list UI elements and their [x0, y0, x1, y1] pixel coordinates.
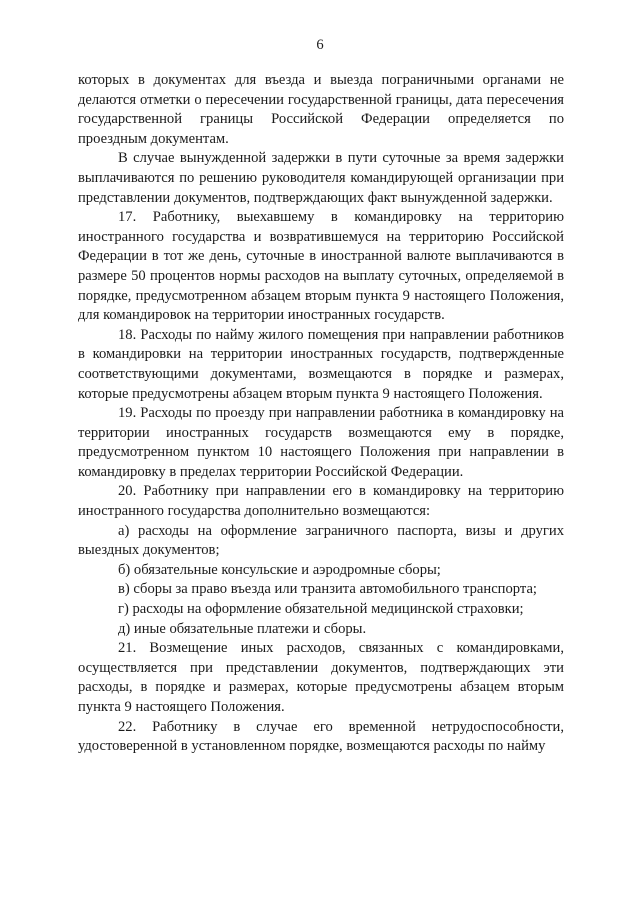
- paragraph-continuation: которых в документах для въезда и выезда пограничными органами не делаются отметки о пересечении государственной границы, дата пересечения государственной границы Российской Федерации определяется по проездным документам.: [78, 72, 564, 147]
- paragraph-item-17: 17. Работнику, выехавшему в командировку на территорию иностранного государства и возвратившемуся на территорию Российской Федерации в тот же день, суточные в иностранной валюте выплачиваются в размере 50 процентов нормы расходов на выплату суточных, определяемой в порядке, предусмотренном абзацем вторым пункта 9 настоящего Положения, для командировок на территории иностранных государств.: [78, 209, 564, 324]
- page-number: 6: [316, 37, 324, 53]
- paragraph-item-20: 20. Работнику при направлении его в командировку на территорию иностранного государства дополнительно возмещаются:: [78, 483, 564, 520]
- list-item-v: в) сборы за право въезда или транзита автомобильного транспорта;: [118, 581, 537, 598]
- list-item-d: д) иные обязательные платежи и сборы.: [118, 620, 367, 637]
- paragraph-item-22: 22. Работнику в случае его временной нетрудоспособности, удостоверенной в установленном порядке, возмещаются расходы по найму: [78, 718, 564, 755]
- list-item-g: г) расходы на оформление обязательной медицинской страховки;: [118, 601, 524, 618]
- document-body: [78, 71, 564, 757]
- paragraph-item-21: 21. Возмещение иных расходов, связанных с командировками, осуществляется при представлении документов, подтверждающих эти расходы, в порядке и размерах, которые предусмотрены абзацем вторым пункта 9 настоящего Положения.: [78, 640, 564, 715]
- paragraph-item-18: 18. Расходы по найму жилого помещения при направлении работников в командировки на территории иностранных государств, подтвержденные соответствующими документами, возмещаются в порядке и размерах, которые предусмотрены абзацем вторым пункта 9 настоящего Положения.: [78, 326, 564, 402]
- list-item-a: а) расходы на оформление заграничного паспорта, визы и других выездных документов;: [78, 522, 564, 559]
- paragraph-delay-per-diem: В случае вынужденной задержки в пути суточные за время задержки выплачиваются по решению руководителя командирующей организации при представлении документов, подтверждающих факт вынужденной задержки.: [78, 150, 564, 206]
- list-item-b: б) обязательные консульские и аэродромные сборы;: [118, 561, 441, 578]
- paragraph-item-19: 19. Расходы по проезду при направлении работника в командировку на территории иностранных государств возмещаются ему в порядке, предусмотренном пунктом 10 настоящего Положения при направлении в командировку в пределах территории Российской Федерации.: [78, 405, 564, 480]
